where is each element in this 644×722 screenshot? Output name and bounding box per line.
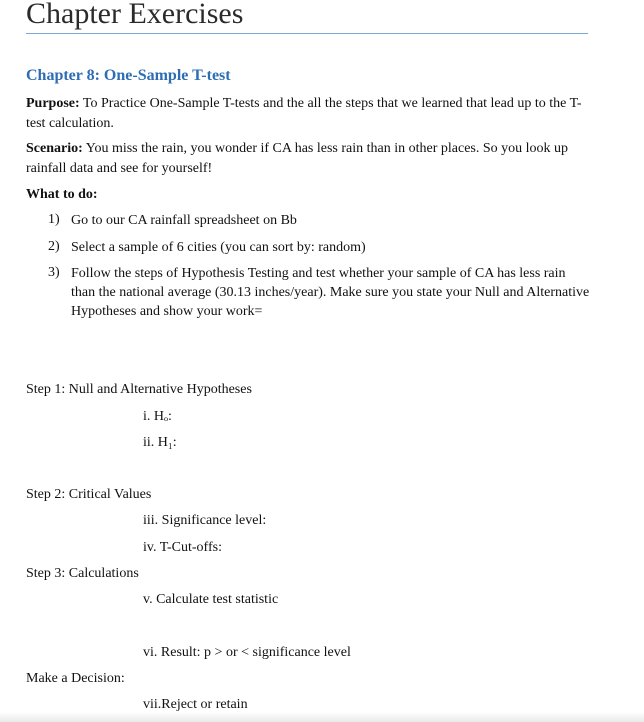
scenario-text: You miss the rain, you wonder if CA has less rain than in other places. So you look up rainfall data and see for yourself! bbox=[26, 141, 569, 176]
scenario-label: Scenario: bbox=[26, 141, 83, 156]
significance-level-label: iii. Significance level: bbox=[143, 513, 267, 528]
list-item-text: Select a sample of 6 cities (you can sort by: random) bbox=[71, 240, 366, 255]
reject-retain-label: vii.Reject or retain bbox=[143, 697, 248, 712]
page-title: Chapter Exercises bbox=[26, 0, 244, 30]
what-to-do-heading: What to do: bbox=[26, 187, 98, 202]
step3-heading: Step 3: Calculations bbox=[26, 566, 139, 581]
list-item-number: 2) bbox=[48, 239, 60, 254]
purpose-label: Purpose: bbox=[26, 96, 80, 111]
step1-heading: Step 1: Null and Alternative Hypotheses bbox=[26, 382, 252, 397]
chapter-heading: Chapter 8: One-Sample T-test bbox=[26, 67, 231, 84]
null-hypothesis-label: i. Hₒ: bbox=[143, 409, 172, 424]
purpose-text: To Practice One-Sample T-tests and the all the steps that we learned that lead up to the T-test calculation. bbox=[26, 96, 582, 131]
t-cutoffs-label: iv. T-Cut-offs: bbox=[143, 540, 222, 555]
scenario-paragraph bbox=[26, 139, 596, 179]
alt-hypothesis-label: ii. H₁: bbox=[143, 435, 177, 450]
decision-heading: Make a Decision: bbox=[26, 671, 125, 686]
list-item-number: 3) bbox=[48, 265, 60, 280]
result-label: vi. Result: p > or < significance level bbox=[143, 645, 351, 660]
list-item-number: 1) bbox=[48, 212, 60, 227]
test-statistic-label: v. Calculate test statistic bbox=[143, 592, 279, 607]
page-bottom-edge bbox=[0, 712, 644, 722]
list-item-text: Follow the steps of Hypothesis Testing and test whether your sample of CA has less rain than the national average (30.13 inches/year). Make sure you state your Null and Alternative Hypotheses and show your work= bbox=[71, 266, 590, 319]
purpose-paragraph bbox=[26, 94, 596, 134]
list-item-text: Go to our CA rainfall spreadsheet on Bb bbox=[71, 213, 297, 228]
step2-heading: Step 2: Critical Values bbox=[26, 487, 152, 502]
title-underline bbox=[26, 33, 588, 34]
